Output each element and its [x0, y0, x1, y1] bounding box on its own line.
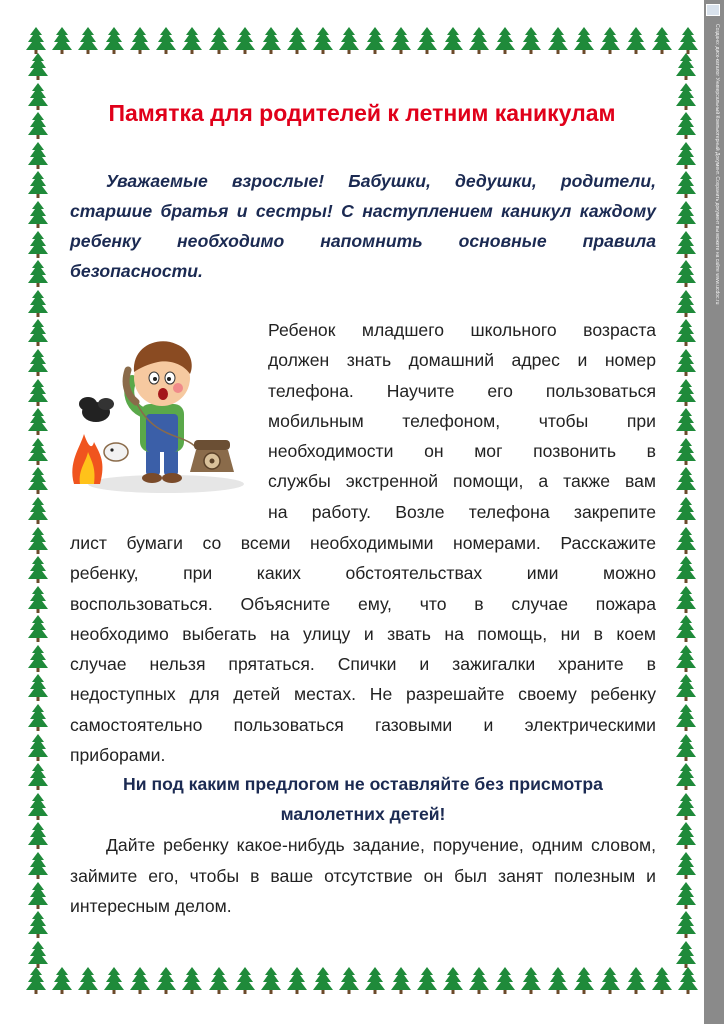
- fir-tree-icon: [415, 26, 439, 54]
- fir-tree-icon: [26, 881, 50, 909]
- fir-tree-icon: [26, 644, 50, 672]
- fir-tree-icon: [76, 966, 100, 994]
- fir-tree-icon: [674, 437, 698, 465]
- fir-tree-icon: [26, 378, 50, 406]
- fir-tree-icon: [26, 407, 50, 435]
- text-line: на работу. Возле телефона закрепите: [268, 501, 656, 522]
- fir-tree-icon: [674, 348, 698, 376]
- fir-tree-icon: [363, 966, 387, 994]
- fir-tree-icon: [26, 762, 50, 790]
- paragraph-1-full: [70, 528, 656, 770]
- fir-tree-icon: [674, 851, 698, 879]
- fir-tree-icon: [441, 26, 465, 54]
- fir-tree-icon: [674, 733, 698, 761]
- fir-tree-icon: [674, 407, 698, 435]
- fir-tree-icon: [674, 466, 698, 494]
- fir-tree-icon: [493, 966, 517, 994]
- fir-tree-icon: [674, 230, 698, 258]
- fir-tree-icon: [76, 26, 100, 54]
- text-line: воспользоваться. Объясните ему, что в случае пожара: [70, 593, 656, 614]
- fir-tree-icon: [26, 170, 50, 198]
- fir-tree-icon: [624, 966, 648, 994]
- document-logo-icon: [706, 4, 720, 16]
- fir-tree-icon: [598, 966, 622, 994]
- text-line: службы экстренной помощи, а также вам: [268, 471, 656, 492]
- fir-tree-icon: [674, 82, 698, 110]
- fir-tree-icon: [674, 555, 698, 583]
- fir-tree-icon: [180, 966, 204, 994]
- tree-border-right: [674, 52, 698, 968]
- fir-tree-icon: [26, 141, 50, 169]
- fir-tree-icon: [285, 26, 309, 54]
- fir-tree-icon: [676, 26, 700, 54]
- fir-tree-icon: [180, 26, 204, 54]
- fir-tree-icon: [26, 496, 50, 524]
- fir-tree-icon: [546, 966, 570, 994]
- text-line: малолетних детей!: [280, 804, 446, 824]
- fir-tree-icon: [26, 348, 50, 376]
- text-line: недоступных для детей местах. Не разрешайте своему ребенку: [70, 684, 656, 705]
- fir-tree-icon: [674, 289, 698, 317]
- page-title: Памятка для родителей к летним каникулам: [108, 100, 616, 126]
- fir-tree-icon: [154, 966, 178, 994]
- text-line: самостоятельно пользоваться газовыми и электрическими: [70, 714, 656, 735]
- fir-tree-icon: [363, 26, 387, 54]
- fir-tree-icon: [311, 966, 335, 994]
- fir-tree-icon: [207, 26, 231, 54]
- fir-tree-icon: [26, 792, 50, 820]
- fir-tree-icon: [674, 821, 698, 849]
- fir-tree-icon: [674, 378, 698, 406]
- text-line: должен знать домашний адрес и номер: [268, 350, 656, 371]
- text-line: ребенку, при каких обстоятельствах ими можно: [70, 563, 656, 584]
- fir-tree-icon: [415, 966, 439, 994]
- fir-tree-icon: [674, 111, 698, 139]
- fir-tree-icon: [546, 26, 570, 54]
- fir-tree-icon: [674, 52, 698, 80]
- fir-tree-icon: [26, 910, 50, 938]
- fir-tree-icon: [26, 82, 50, 110]
- fir-tree-icon: [674, 259, 698, 287]
- fir-tree-icon: [389, 966, 413, 994]
- tree-border-top: [24, 26, 700, 54]
- child-phone-fire-icon: [66, 322, 246, 498]
- text-line: необходимости он мог позвонить в: [268, 441, 656, 462]
- fir-tree-icon: [674, 496, 698, 524]
- fir-tree-icon: [259, 26, 283, 54]
- fir-tree-icon: [674, 170, 698, 198]
- fir-tree-icon: [674, 881, 698, 909]
- fir-tree-icon: [26, 703, 50, 731]
- fir-tree-icon: [674, 940, 698, 968]
- fir-tree-icon: [572, 26, 596, 54]
- fir-tree-icon: [26, 111, 50, 139]
- fir-tree-icon: [26, 733, 50, 761]
- tree-border-bottom: [24, 966, 700, 994]
- fir-tree-icon: [50, 26, 74, 54]
- fir-tree-icon: [674, 141, 698, 169]
- intro-paragraph: Уважаемые взрослые! Бабушки, дедушки, родители, старшие братья и сестры! С наступлением каникул каждому ребенку необходимо напомнить основные правила безопасности.: [70, 171, 656, 281]
- fir-tree-icon: [674, 792, 698, 820]
- fir-tree-icon: [519, 966, 543, 994]
- fir-tree-icon: [676, 966, 700, 994]
- fir-tree-icon: [572, 966, 596, 994]
- fir-tree-icon: [650, 26, 674, 54]
- fir-tree-icon: [624, 26, 648, 54]
- fir-tree-icon: [207, 966, 231, 994]
- fir-tree-icon: [233, 26, 257, 54]
- text-line: телефона. Научите его пользоваться: [268, 380, 656, 401]
- fir-tree-icon: [674, 526, 698, 554]
- fir-tree-icon: [467, 966, 491, 994]
- fir-tree-icon: [311, 26, 335, 54]
- text-line: необходимо выбегать на улицу и звать на помощь, ни в коем: [70, 623, 656, 644]
- fir-tree-icon: [674, 585, 698, 613]
- fir-tree-icon: [674, 910, 698, 938]
- fir-tree-icon: [26, 555, 50, 583]
- fir-tree-icon: [128, 26, 152, 54]
- fir-tree-icon: [26, 526, 50, 554]
- fir-tree-icon: [519, 26, 543, 54]
- fir-tree-icon: [674, 703, 698, 731]
- fir-tree-icon: [441, 966, 465, 994]
- fir-tree-icon: [26, 673, 50, 701]
- fir-tree-icon: [26, 466, 50, 494]
- fir-tree-icon: [674, 318, 698, 346]
- fir-tree-icon: [26, 614, 50, 642]
- fir-tree-icon: [24, 26, 48, 54]
- text-line: лист бумаги со всеми необходимыми номерами. Расскажите: [70, 533, 656, 553]
- fir-tree-icon: [674, 762, 698, 790]
- fir-tree-icon: [674, 673, 698, 701]
- fir-tree-icon: [26, 940, 50, 968]
- fir-tree-icon: [26, 200, 50, 228]
- fir-tree-icon: [674, 644, 698, 672]
- text-line: приборами.: [70, 745, 166, 766]
- tree-border-left: [26, 52, 50, 968]
- side-strip-text: Создано: диск-каталог Универсальный Компьютерный Документ. Сохранить документ вы можете на сайте www.ucdoc.ru: [714, 24, 720, 305]
- fir-tree-icon: [467, 26, 491, 54]
- fir-tree-icon: [102, 966, 126, 994]
- text-line: Ребенок младшего школьного возраста: [268, 320, 656, 340]
- fir-tree-icon: [26, 821, 50, 849]
- fir-tree-icon: [493, 26, 517, 54]
- fir-tree-icon: [650, 966, 674, 994]
- fir-tree-icon: [259, 966, 283, 994]
- fir-tree-icon: [285, 966, 309, 994]
- fir-tree-icon: [26, 851, 50, 879]
- fir-tree-icon: [674, 200, 698, 228]
- fir-tree-icon: [24, 966, 48, 994]
- fir-tree-icon: [50, 966, 74, 994]
- text-line: случае нельзя прятаться. Спички и зажигалки храните в: [70, 654, 656, 675]
- fir-tree-icon: [102, 26, 126, 54]
- fir-tree-icon: [337, 26, 361, 54]
- paragraph-1-right: [268, 315, 656, 527]
- fir-tree-icon: [26, 318, 50, 346]
- fir-tree-icon: [128, 966, 152, 994]
- paragraph-2: Дайте ребенку какое-нибудь задание, поручение, одним словом, займите его, чтобы в ваше отсутствие он был занят полезным и интересным делом.: [70, 835, 656, 916]
- text-line: мобильным телефоном, чтобы при: [268, 410, 656, 431]
- fir-tree-icon: [26, 437, 50, 465]
- fir-tree-icon: [389, 26, 413, 54]
- fir-tree-icon: [154, 26, 178, 54]
- fir-tree-icon: [26, 585, 50, 613]
- fir-tree-icon: [598, 26, 622, 54]
- fir-tree-icon: [674, 614, 698, 642]
- fir-tree-icon: [337, 966, 361, 994]
- text-line: Ни под каким предлогом не оставляйте без присмотра: [123, 774, 603, 794]
- fir-tree-icon: [26, 259, 50, 287]
- fir-tree-icon: [26, 230, 50, 258]
- fir-tree-icon: [26, 289, 50, 317]
- fir-tree-icon: [233, 966, 257, 994]
- fir-tree-icon: [26, 52, 50, 80]
- warning-text: [70, 769, 656, 829]
